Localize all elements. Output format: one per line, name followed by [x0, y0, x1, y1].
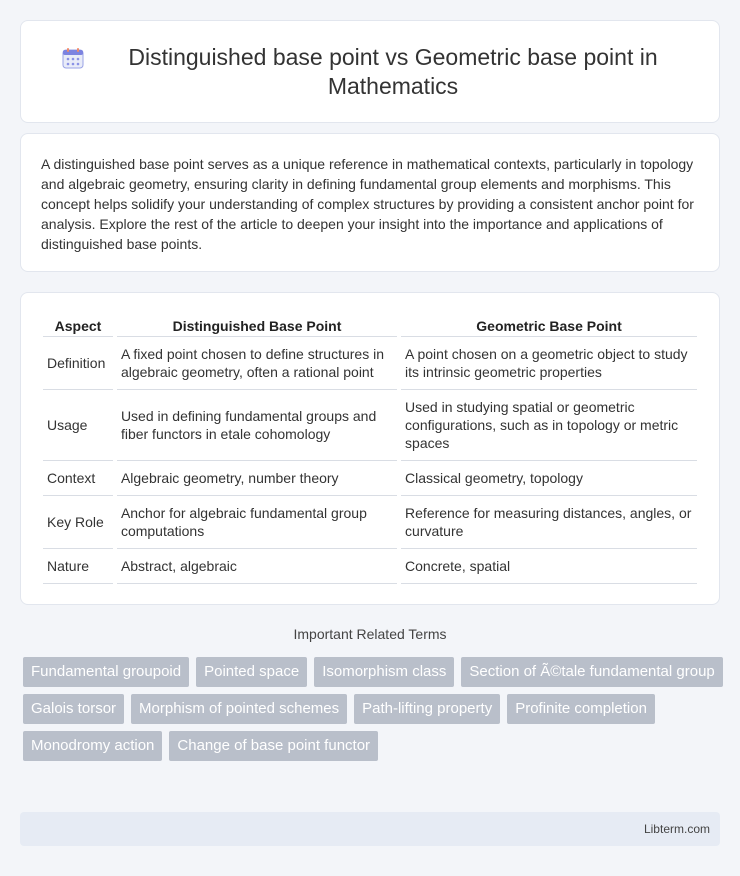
row-geometric: A point chosen on a geometric object to study its intrinsic geometric properties: [401, 337, 697, 390]
table-row: [43, 496, 697, 549]
related-term-tag[interactable]: Section of Ã©tale fundamental group: [461, 657, 722, 687]
row-distinguished: A fixed point chosen to define structures in algebraic geometry, often a rational point: [117, 337, 397, 390]
related-term-tag[interactable]: Profinite completion: [507, 694, 655, 724]
row-distinguished: Abstract, algebraic: [117, 549, 397, 584]
table-row: [43, 390, 697, 461]
table-header-row: [43, 315, 697, 337]
related-term-tag[interactable]: Monodromy action: [23, 731, 162, 761]
row-aspect: Nature: [43, 549, 113, 584]
row-aspect: Definition: [43, 337, 113, 390]
row-geometric: Concrete, spatial: [401, 549, 697, 584]
row-aspect: Context: [43, 461, 113, 496]
related-terms-list: [23, 657, 723, 761]
row-geometric: Used in studying spatial or geometric configurations, such as in topology or metric spaces: [401, 390, 697, 461]
table-row: [43, 337, 697, 390]
related-term-tag[interactable]: Pointed space: [196, 657, 307, 687]
row-distinguished: Algebraic geometry, number theory: [117, 461, 397, 496]
related-term-tag[interactable]: Morphism of pointed schemes: [131, 694, 347, 724]
table-row: [43, 549, 697, 584]
row-aspect: Usage: [43, 390, 113, 461]
row-distinguished: Used in defining fundamental groups and fiber functors in etale cohomology: [117, 390, 397, 461]
table-row: [43, 461, 697, 496]
row-distinguished: Anchor for algebraic fundamental group computations: [117, 496, 397, 549]
related-term-tag[interactable]: Change of base point functor: [169, 731, 378, 761]
comparison-table: [39, 315, 701, 584]
row-geometric: Classical geometry, topology: [401, 461, 697, 496]
intro-paragraph: A distinguished base point serves as a unique reference in mathematical contexts, particularly in topology and algebraic geometry, ensuring clarity in defining fundamental group elements and morphisms. This concept helps solidify your understanding of complex structures by providing a consistent anchor point for analysis. Explore the rest of the article to deepen your insight into the importance and applications of distinguished base points.: [41, 156, 694, 252]
title-card: [20, 20, 720, 123]
comparison-card: [20, 292, 720, 605]
header-aspect: Aspect: [43, 315, 113, 337]
row-aspect: Key Role: [43, 496, 113, 549]
related-terms-title: Important Related Terms: [293, 626, 447, 642]
footer: [20, 812, 720, 846]
related-term-tag[interactable]: Fundamental groupoid: [23, 657, 189, 687]
intro-card: [20, 133, 720, 272]
page-title: Distinguished base point vs Geometric base point in Mathematics: [128, 43, 658, 99]
header-distinguished: Distinguished Base Point: [117, 315, 397, 337]
related-term-tag[interactable]: Galois torsor: [23, 694, 124, 724]
related-term-tag[interactable]: Isomorphism class: [314, 657, 454, 687]
header-geometric: Geometric Base Point: [401, 315, 697, 337]
row-geometric: Reference for measuring distances, angles, or curvature: [401, 496, 697, 549]
calendar-icon: [61, 46, 85, 70]
related-term-tag[interactable]: Path-lifting property: [354, 694, 500, 724]
footer-site-link[interactable]: Libterm.com: [643, 822, 710, 836]
